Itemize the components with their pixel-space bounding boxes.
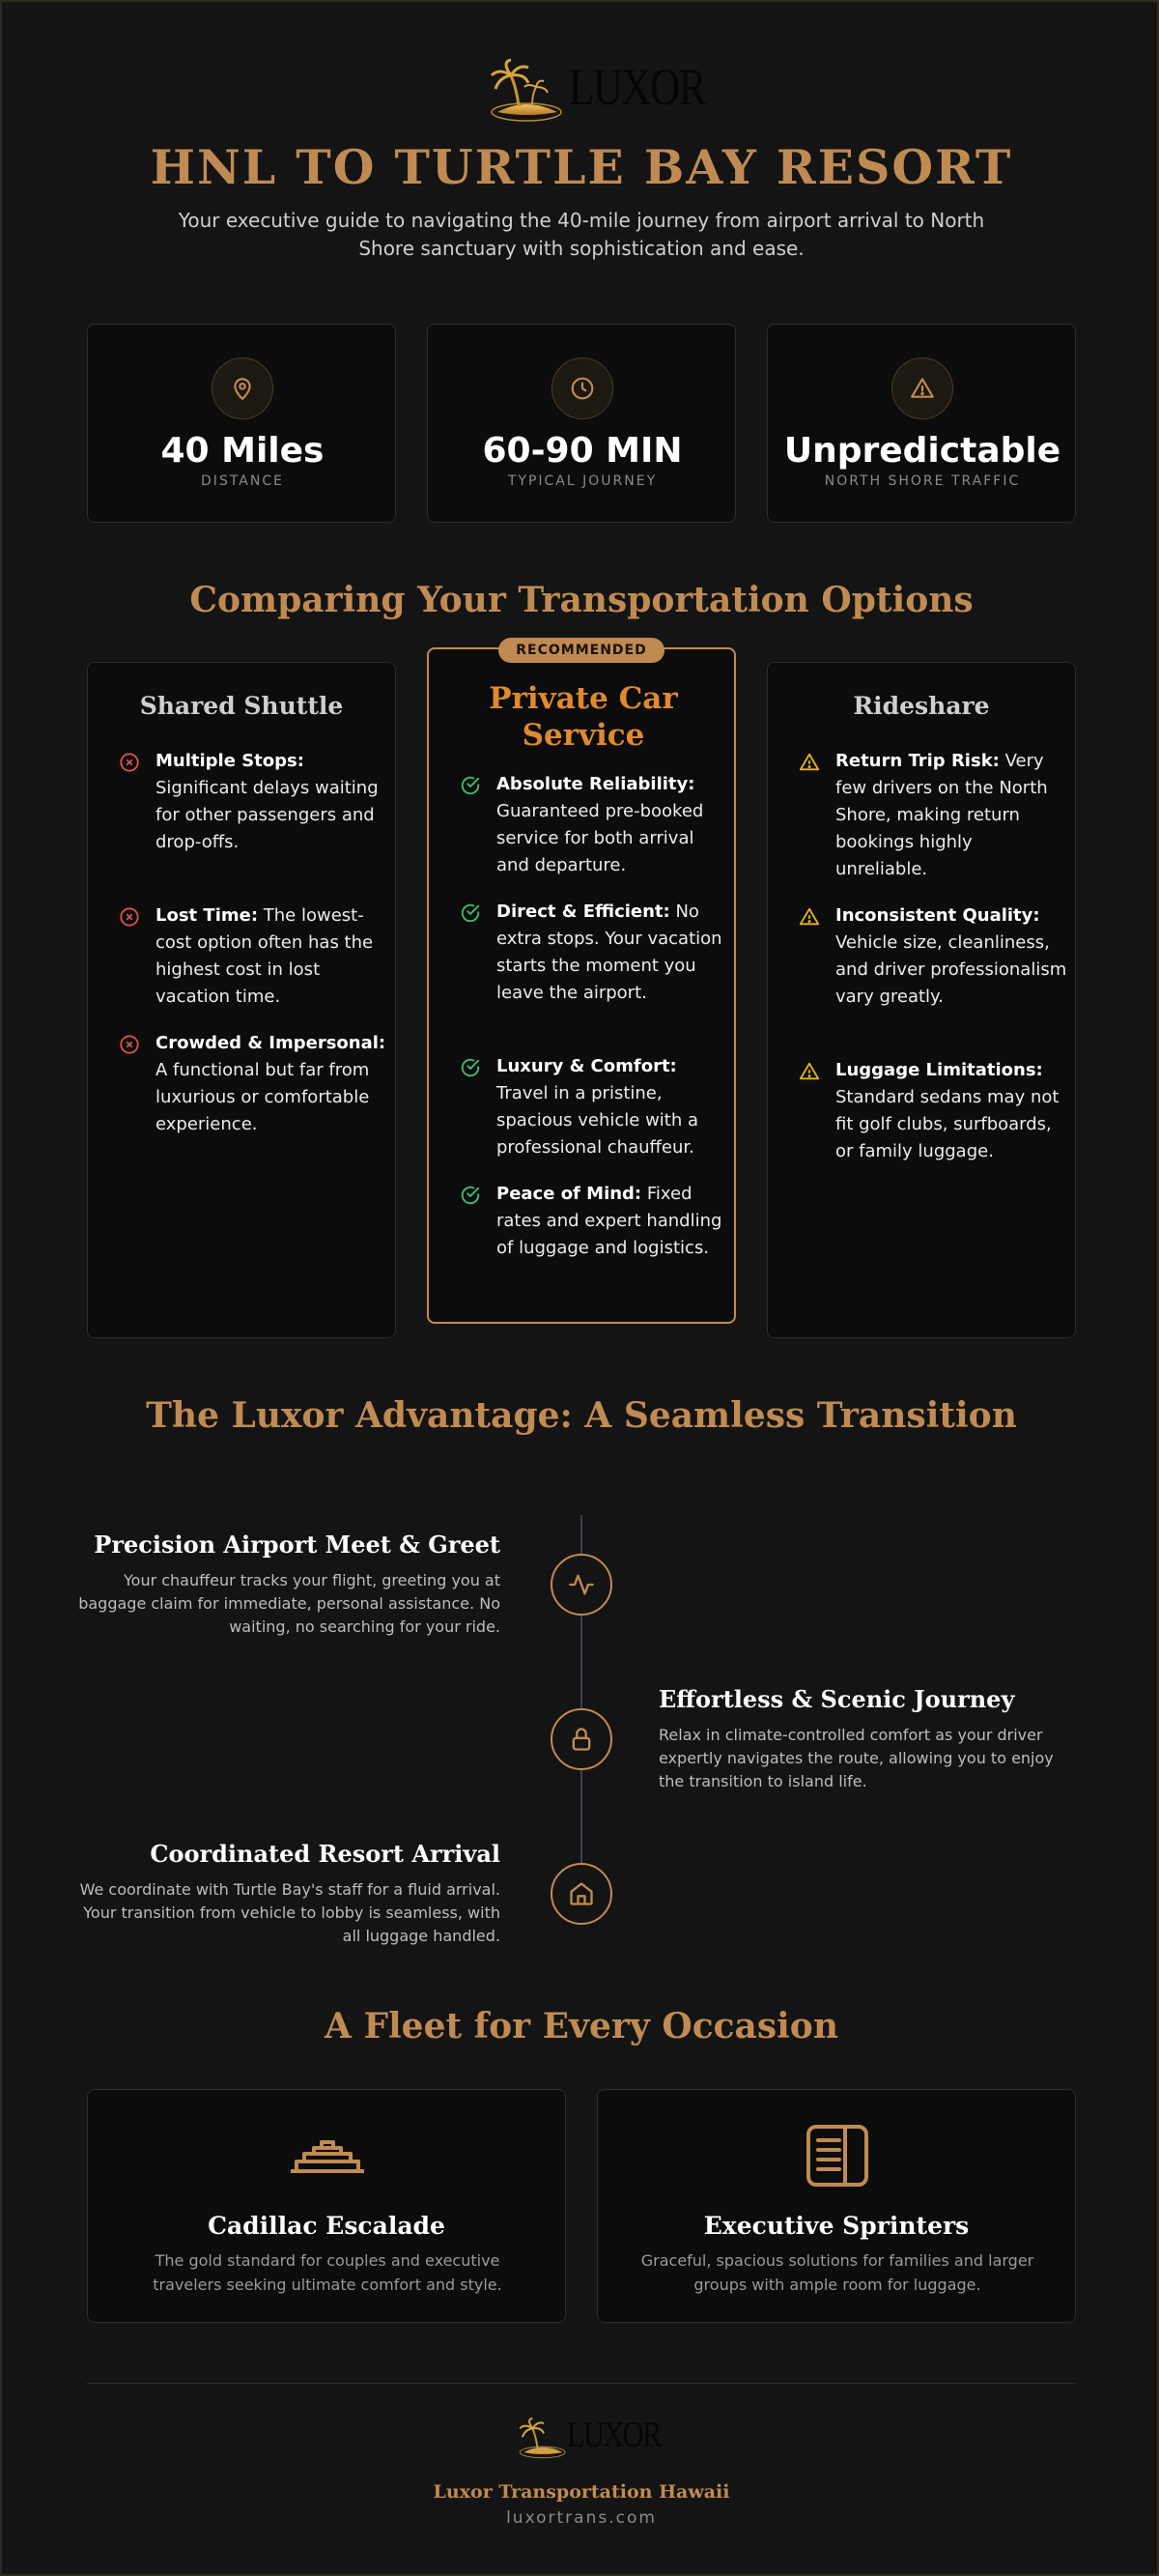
- clock-icon: [551, 358, 613, 419]
- option-title: Private Car Service: [489, 681, 678, 753]
- stat-card-journey-time: [427, 324, 736, 523]
- stat-label: NORTH SHORE TRAFFIC: [824, 473, 1021, 489]
- option-card-shared-shuttle: [87, 662, 396, 1338]
- van-icon: [799, 2125, 876, 2187]
- comparison-title: Comparing Your Transportation Options: [189, 580, 974, 620]
- item-text: Significant delays waiting for other passengers and drop-offs.: [155, 778, 379, 852]
- item-text: Standard sedans may not fit golf clubs, surfboards, or family luggage.: [835, 1087, 1060, 1161]
- item-bold: Inconsistent Quality:: [835, 905, 1040, 926]
- x-circle-icon: [119, 752, 140, 773]
- check-circle-icon: [460, 1185, 481, 1206]
- option-title: Shared Shuttle: [139, 692, 344, 720]
- check-circle-icon: [460, 775, 481, 796]
- home-icon: [551, 1863, 612, 1925]
- logo-wordmark: LUXOR: [569, 58, 705, 116]
- item-text: A functional but far from luxurious or comfortable experience.: [155, 1060, 370, 1134]
- warning-icon: [891, 358, 953, 419]
- warning-triangle-icon: [799, 752, 820, 773]
- stat-card-distance: [87, 324, 396, 523]
- stat-value: 60-90 MIN: [482, 431, 683, 471]
- warning-triangle-icon: [799, 906, 820, 928]
- company-name: Luxor Transportation Hawaii: [433, 2481, 730, 2503]
- x-circle-icon: [119, 1034, 140, 1055]
- step-text: Your chauffeur tracks your flight, greeting you at baggage claim for immediate, personal assistance. No waiting, no searching for your ride.: [78, 1571, 500, 1636]
- palm-island-icon: [519, 2416, 569, 2460]
- advantage-title: The Luxor Advantage: A Seamless Transition: [146, 1395, 1017, 1436]
- step-text: We coordinate with Turtle Bay's staff for a fluid arrival. Your transition from vehicle to lobby is seamless, with all luggage handled.: [79, 1880, 500, 1945]
- item-bold: Luggage Limitations:: [835, 1060, 1043, 1080]
- option-card-private-car: [427, 643, 736, 1324]
- item-text: No extra stops. Your vacation starts the moment you leave the airport.: [496, 902, 722, 1003]
- item-bold: Return Trip Risk:: [835, 751, 1000, 771]
- palm-island-icon: [490, 58, 567, 122]
- fleet-card-escalade: [87, 2089, 566, 2323]
- item-text: Travel in a pristine, spacious vehicle with a professional chauffeur.: [496, 1083, 699, 1158]
- stat-card-traffic: [767, 324, 1076, 523]
- stat-value: 40 Miles: [160, 431, 325, 471]
- x-circle-icon: [119, 906, 140, 928]
- page-title: HNL TO TURTLE BAY RESORT: [150, 139, 1013, 195]
- item-text: Very few drivers on the North Shore, making return bookings highly unreliable.: [835, 751, 1048, 879]
- footer-logo[interactable]: [519, 2415, 661, 2460]
- step-title: Coordinated Resort Arrival: [150, 1840, 500, 1868]
- item-text: Fixed rates and expert handling of luggage and logistics.: [496, 1184, 722, 1258]
- item-bold: Direct & Efficient:: [496, 902, 670, 922]
- item-bold: Peace of Mind:: [496, 1184, 642, 1204]
- vehicle-name: Cadillac Escalade: [208, 2212, 445, 2240]
- option-card-rideshare: [767, 662, 1076, 1338]
- footer-divider: [87, 2383, 1076, 2384]
- stat-label: DISTANCE: [201, 473, 284, 489]
- vehicle-text: Graceful, spacious solutions for families and larger groups with ample room for luggage.: [640, 2251, 1034, 2294]
- step-title: Precision Airport Meet & Greet: [94, 1531, 500, 1559]
- recommended-badge: RECOMMENDED: [498, 638, 664, 663]
- warning-triangle-icon: [799, 1061, 820, 1082]
- vehicle-name: Executive Sprinters: [703, 2212, 970, 2240]
- step-text: Relax in climate-controlled comfort as your driver expertly navigates the route, allowing you to enjoy the transition to island life.: [659, 1726, 1054, 1790]
- item-text: Guaranteed pre-booked service for both arrival and departure.: [496, 801, 704, 875]
- map-pin-icon: [212, 358, 273, 419]
- option-title: Rideshare: [853, 692, 990, 720]
- check-circle-icon: [460, 902, 481, 924]
- fleet-card-sprinter: [597, 2089, 1076, 2323]
- item-bold: Lost Time:: [155, 905, 259, 926]
- footer-logo-wordmark: LUXOR: [567, 2415, 661, 2455]
- luxor-logo[interactable]: [490, 58, 705, 122]
- item-bold: Absolute Reliability:: [496, 774, 695, 794]
- fleet-title: A Fleet for Every Occasion: [324, 2006, 838, 2046]
- page-subtitle: Your executive guide to navigating the 40-mile journey from airport arrival to North Shore sanctuary with sophistication and ease.: [178, 209, 985, 260]
- suv-icon: [289, 2125, 366, 2187]
- item-text: The lowest-cost option often has the highest cost in lost vacation time.: [155, 905, 374, 1007]
- item-bold: Multiple Stops:: [155, 751, 304, 771]
- website-link[interactable]: luxortrans.com: [506, 2508, 657, 2528]
- stat-label: TYPICAL JOURNEY: [507, 473, 658, 489]
- activity-pulse-icon: [551, 1554, 612, 1616]
- step-title: Effortless & Scenic Journey: [659, 1685, 1015, 1713]
- check-circle-icon: [460, 1057, 481, 1078]
- lock-icon: [551, 1708, 612, 1770]
- item-bold: Luxury & Comfort:: [496, 1056, 677, 1076]
- vehicle-text: The gold standard for couples and executive travelers seeking ultimate comfort and style.: [153, 2251, 502, 2294]
- stat-value: Unpredictable: [783, 431, 1061, 471]
- item-bold: Crowded & Impersonal:: [155, 1033, 386, 1053]
- item-text: Vehicle size, cleanliness, and driver professionalism vary greatly.: [835, 932, 1067, 1007]
